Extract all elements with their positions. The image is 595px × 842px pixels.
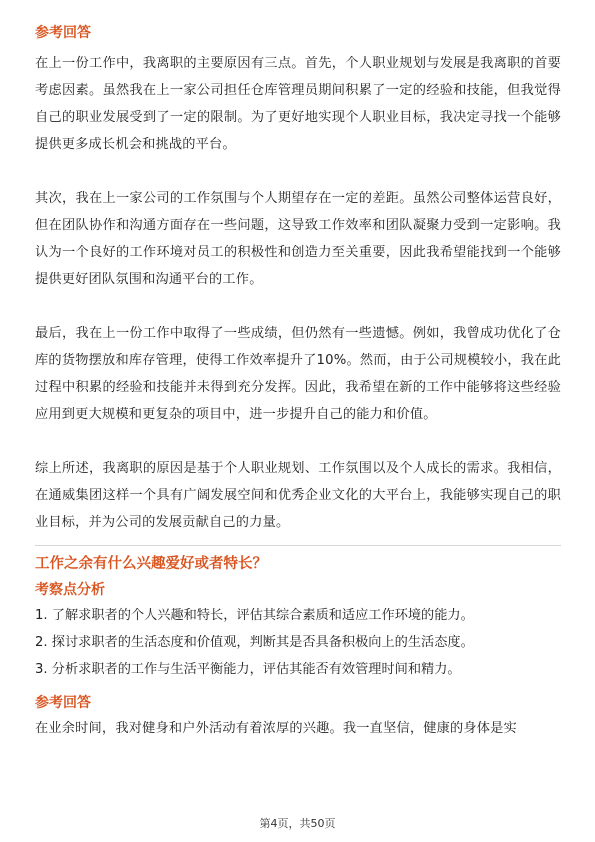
answer-label: 参考回答 <box>35 695 91 711</box>
question-title: 工作之余有什么兴趣爱好或者特长？ <box>35 556 267 572</box>
answer-paragraph: 在上一份工作中，我离职的主要原因有三点。首先，个人职业规划与发展是我离职的首要考虑因素。虽然我在上一家公司担任仓库管理员期间积累了一定的经验和技能，但我觉得自己的职业发展受到了一定的限制。为了更好地实现个人职业目标，我决定寻找一个能够提供更多成长机会和挑战的平台。 <box>35 56 561 152</box>
answer-paragraph: 在业余时间，我对健身和户外活动有着浓厚的兴趣。我一直坚信，健康的身体是实 <box>35 721 517 736</box>
answer-label: 参考回答 <box>35 25 91 41</box>
analysis-list <box>35 602 561 683</box>
section-divider <box>35 545 561 546</box>
analysis-label: 考察点分析 <box>35 582 105 598</box>
answer-paragraph: 其次，我在上一家公司的工作氛围与个人期望存在一定的差距。虽然公司整体运营良好，但在团队协作和沟通方面存在一些问题，这导致工作效率和团队凝聚力受到一定影响。我认为一个良好的工作环境对员工的积极性和创造力至关重要，因此我希望能找到一个能够提供更好团队氛围和沟通平台的工作。 <box>35 191 561 287</box>
answer-paragraph: 最后，我在上一份工作中取得了一些成绩，但仍然有一些遗憾。例如，我曾成功优化了仓库的货物摆放和库存管理，使得工作效率提升了10%。然而，由于公司规模较小，我在此过程中积累的经验和技能并未得到充分发挥。因此，我希望在新的工作中能够将这些经验应用到更大规模和更复杂的项目中，进一步提升自己的能力和价值。 <box>35 326 561 422</box>
page-indicator: 第4页，共50页 <box>259 817 336 830</box>
document-page <box>35 0 561 742</box>
answer-paragraph: 综上所述，我离职的原因是基于个人职业规划、工作氛围以及个人成长的需求。我相信，在通威集团这样一个具有广阔发展空间和优秀企业文化的大平台上，我能够实现自己的职业目标，并为公司的发展贡献自己的力量。 <box>35 461 561 530</box>
question-section <box>35 553 561 742</box>
list-item: 1. 了解求职者的个人兴趣和特长，评估其综合素质和适应工作环境的能力。 <box>35 608 474 623</box>
list-item: 2. 探讨求职者的生活态度和价值观，判断其是否具备积极向上的生活态度。 <box>35 635 474 650</box>
list-item: 3. 分析求职者的工作与生活平衡能力，评估其能否有效管理时间和精力。 <box>35 662 461 677</box>
previous-answer-section <box>35 23 561 536</box>
